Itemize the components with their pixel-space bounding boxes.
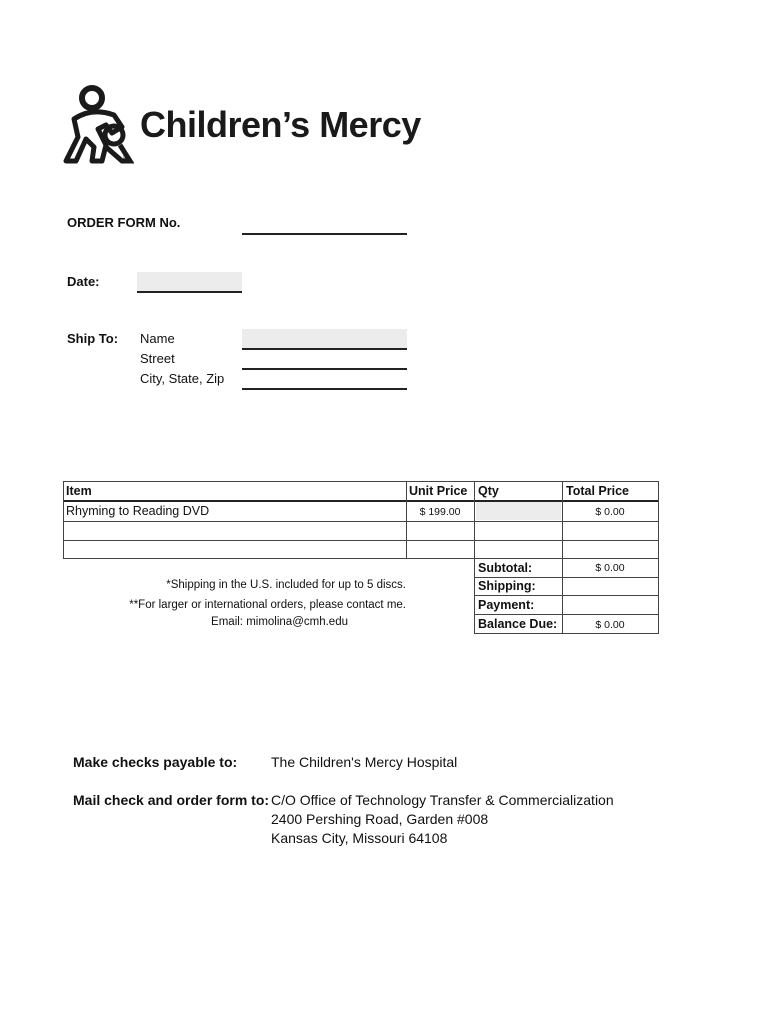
subtotal-value: $ 0.00 — [595, 562, 625, 574]
date-label: Date: — [67, 274, 100, 289]
payable-value: The Children's Mercy Hospital — [271, 754, 458, 770]
ship-to-label: Ship To: — [67, 331, 119, 346]
ship-name-label: Name — [140, 331, 175, 346]
shipping-label: Shipping: — [478, 579, 536, 593]
date-field[interactable] — [137, 272, 242, 293]
mail-label: Mail check and order form to: — [73, 792, 270, 808]
ship-street-label: Street — [140, 351, 175, 366]
ship-city-field[interactable] — [242, 370, 407, 390]
registered-mark: ® — [123, 155, 129, 162]
payment-label: Payment: — [478, 598, 535, 612]
col-header-qty: Qty — [478, 484, 499, 498]
childrens-mercy-logo-icon — [62, 85, 134, 165]
qty-input[interactable] — [476, 502, 561, 520]
table-row-total: $ 0.00 — [595, 506, 625, 518]
subtotal-label: Subtotal: — [478, 561, 533, 575]
mail-address-line-3: Kansas City, Missouri 64108 — [271, 830, 448, 846]
payable-label: Make checks payable to: — [73, 754, 238, 770]
col-header-total-price: Total Price — [566, 484, 629, 498]
order-number-field[interactable] — [242, 216, 407, 235]
international-note: **For larger or international orders, please contact me. — [129, 599, 406, 611]
col-header-unit-price: Unit Price — [409, 484, 468, 498]
contact-email[interactable]: Email: mimolina@cmh.edu — [211, 616, 348, 628]
mail-address-line-1: C/O Office of Technology Transfer & Commercialization — [271, 792, 614, 808]
order-form-label: ORDER FORM No. — [67, 215, 181, 230]
payment-value[interactable] — [564, 597, 657, 613]
col-header-item: Item — [66, 484, 92, 498]
shipping-note: *Shipping in the U.S. included for up to 5 discs. — [166, 579, 406, 591]
qty-input-row-3[interactable] — [476, 542, 561, 557]
table-row-unit-price: $ 199.00 — [419, 506, 461, 518]
ship-name-field[interactable] — [242, 329, 407, 350]
ship-city-label: City, State, Zip — [140, 371, 225, 386]
shipping-value[interactable] — [564, 579, 657, 594]
balance-due-value: $ 0.00 — [595, 619, 625, 631]
qty-input-row-2[interactable] — [476, 523, 561, 539]
logo-text: Children’s Mercy — [140, 104, 421, 145]
mail-address-line-2: 2400 Pershing Road, Garden #008 — [271, 811, 489, 827]
table-row-item: Rhyming to Reading DVD — [66, 504, 210, 518]
ship-street-field[interactable] — [242, 350, 407, 370]
balance-due-label: Balance Due: — [478, 617, 558, 631]
